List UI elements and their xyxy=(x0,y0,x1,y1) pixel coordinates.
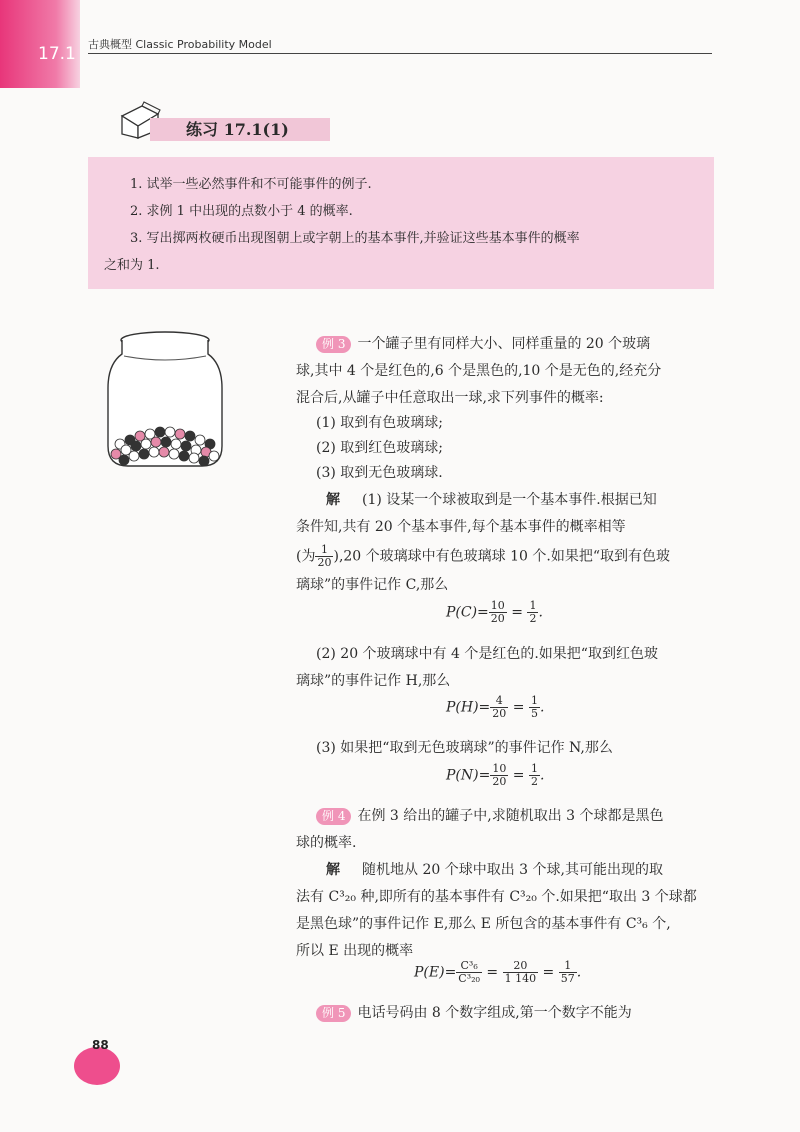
formula-pn: P(N)= $\frac{10}{20}$ = $\frac{1}{2}$ . xyxy=(446,762,545,788)
exercise-item-3-cont: 之和为 1. xyxy=(104,258,160,273)
example3-sol-line-1: (1) 设某一个球被取到是一个基本事件.根据已知 xyxy=(362,492,657,508)
exercise-item-2: 2. 求例 1 中出现的点数小于 4 的概率. xyxy=(130,204,353,219)
example3-sol-line-3: (为 $\frac{1}{20}$ ),20 个玻璃球中有色玻璃球 10 个.如果把“取到有色玻 xyxy=(296,543,670,569)
example3-q1: (1) 取到有色玻璃球; xyxy=(316,415,443,431)
formula-pe: P(E)= $\frac{\text{C³₆}}{\text{C³₂₀}}$ = $\frac{20}{1 140}$ = $\frac{1}{57}$ . xyxy=(414,959,582,985)
example3-sol-line-4: 璃球”的事件记作 C,那么 xyxy=(296,577,449,593)
example5-line-1: 例 5 电话号码由 8 个数字组成,第一个数字不能为 xyxy=(316,1002,632,1022)
header-rule xyxy=(88,53,712,54)
example3-line-3: 混合后,从罐子中任意取出一球,求下列事件的概率: xyxy=(296,390,604,406)
example4-sol-line-1: 随机地从 20 个球中取出 3 个球,其可能出现的取 xyxy=(362,862,663,878)
glass-jar-illustration xyxy=(102,328,228,472)
example4-tag: 例 4 xyxy=(316,808,351,825)
example4-sol-line-2: 法有 C³₂₀ 种,即所有的基本事件有 C³₂₀ 个.如果把“取出 3 个球都 xyxy=(296,889,697,905)
exercise-title: 练习 17.1(1) xyxy=(186,120,289,139)
example5-tag: 例 5 xyxy=(316,1005,351,1022)
example3-sol-line-2: 条件知,共有 20 个基本事件,每个基本事件的概率相等 xyxy=(296,519,626,535)
example3-line-2: 球,其中 4 个是红色的,6 个是黑色的,10 个是无色的,经充分 xyxy=(296,363,662,379)
example3-sol2-line-2: 璃球”的事件记作 H,那么 xyxy=(296,673,451,689)
page-number-badge xyxy=(74,1047,120,1085)
example3-tag: 例 3 xyxy=(316,336,351,353)
example4-line-1: 例 4 在例 3 给出的罐子中,求随机取出 3 个球都是黑色 xyxy=(316,805,664,825)
example3-solution-label: 解 xyxy=(326,492,340,508)
example4-sol-line-4: 所以 E 出现的概率 xyxy=(296,943,414,959)
page-number: 88 xyxy=(92,1038,109,1052)
example3-sol3-line: (3) 如果把“取到无色玻璃球”的事件记作 N,那么 xyxy=(316,740,613,756)
exercise-item-3: 3. 写出掷两枚硬币出现图朝上或字朝上的基本事件,并验证这些基本事件的概率 xyxy=(130,231,580,246)
exercise-item-1: 1. 试举一些必然事件和不可能事件的例子. xyxy=(130,177,372,192)
header-title: 古典概型 Classic Probability Model xyxy=(88,38,272,51)
formula-ph: P(H)= $\frac{4}{20}$ = $\frac{1}{5}$ . xyxy=(446,694,545,720)
chapter-number: 17.1 xyxy=(38,44,76,64)
example4-sol-line-3: 是黑色球”的事件记作 E,那么 E 所包含的基本事件有 C³₆ 个, xyxy=(296,916,671,932)
example3-line-1: 例 3 一个罐子里有同样大小、同样重量的 20 个玻璃 xyxy=(316,333,650,353)
example3-q3: (3) 取到无色玻璃球. xyxy=(316,465,443,481)
example4-solution-label: 解 xyxy=(326,862,340,878)
example3-sol2-line-1: (2) 20 个玻璃球中有 4 个是红色的.如果把“取到红色玻 xyxy=(316,646,658,662)
example3-q2: (2) 取到红色玻璃球; xyxy=(316,440,443,456)
formula-pc: P(C)= $\frac{10}{20}$ = $\frac{1}{2}$ . xyxy=(446,599,543,625)
example4-line-2: 球的概率. xyxy=(296,835,357,851)
